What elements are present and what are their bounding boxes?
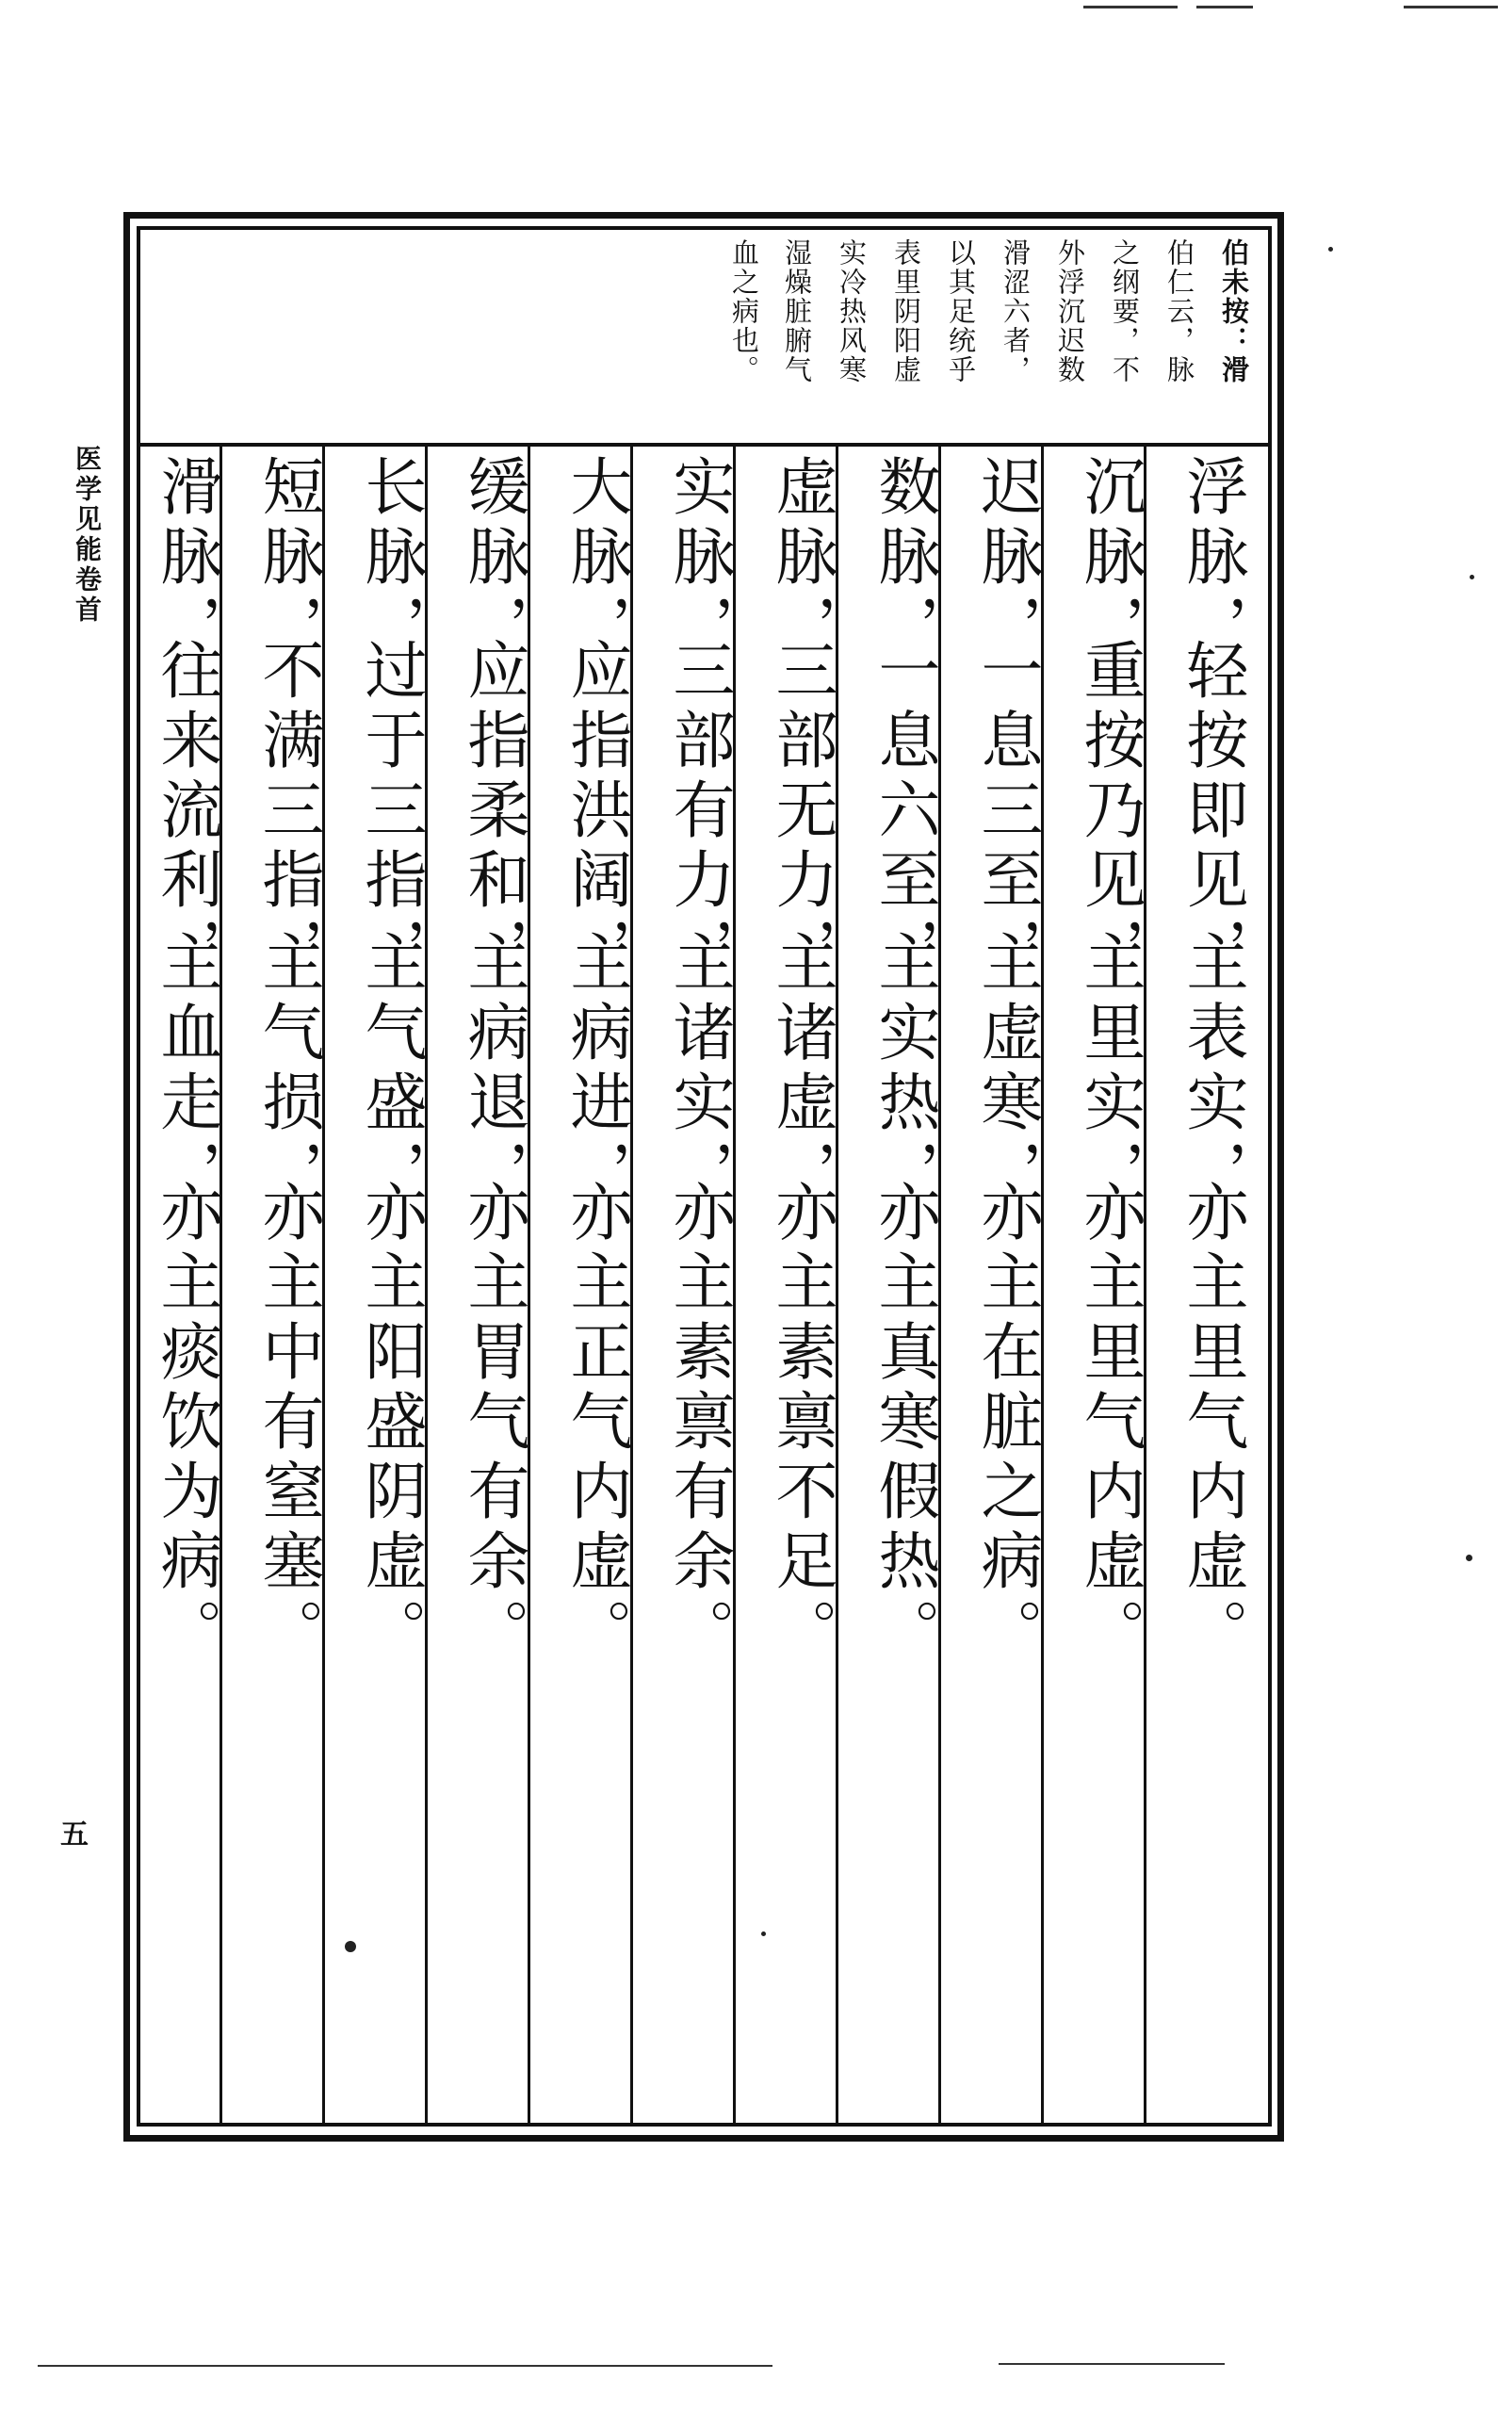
pulse-description: 应指柔和， (457, 638, 529, 986)
pulse-secondary: 亦主胃气有余。 (457, 1180, 529, 1668)
pulse-secondary: 亦主真寒假热。 (868, 1180, 940, 1668)
editor-note (725, 238, 1253, 438)
note-column: 湿燥脏腑气 (781, 238, 813, 384)
pulse-entry (236, 454, 338, 1707)
pulse-indication: 主诸实， (662, 930, 735, 1209)
note-column: 实冷热风寒 (836, 238, 868, 384)
pulse-secondary: 亦主阳盛阴虚。 (354, 1180, 427, 1668)
scan-speck (1328, 247, 1333, 252)
pulse-secondary: 亦主素禀不足。 (765, 1180, 837, 1668)
pulse-description: 往来流利， (150, 638, 222, 986)
note-column: 外浮沉迟数 (1054, 238, 1086, 384)
pulse-indication: 主虚寒， (970, 930, 1043, 1209)
pulse-secondary: 亦主正气内虚。 (560, 1180, 632, 1668)
pulse-name: 滑脉， (150, 454, 222, 663)
pulse-entry (853, 454, 954, 1707)
pulse-entry (442, 454, 544, 1707)
scan-mark (38, 2365, 772, 2367)
note-column: 表里阴阳虚 (890, 238, 922, 384)
pulse-entry (545, 454, 646, 1707)
pulse-secondary: 亦主素禀有余。 (662, 1180, 735, 1668)
pulse-description: 一息三至， (970, 638, 1043, 986)
pulse-name: 短脉， (252, 454, 324, 663)
pulse-name: 长脉， (354, 454, 427, 663)
scan-speck (761, 1931, 766, 1936)
pulse-name: 浮脉， (1176, 454, 1248, 663)
scan-speck (1466, 1555, 1472, 1561)
pulse-secondary: 亦主在脏之病。 (970, 1180, 1043, 1668)
pulse-name: 沉脉， (1073, 454, 1146, 663)
pulse-name: 实脉， (662, 454, 735, 663)
scan-mark (1083, 6, 1178, 8)
scan-mark (1404, 6, 1498, 8)
pulse-entry (750, 454, 852, 1707)
pulse-description: 三部有力， (662, 638, 735, 986)
pulse-entry (955, 454, 1057, 1707)
pulse-description: 轻按即见， (1176, 638, 1248, 986)
pulse-indication: 主气盛， (354, 930, 427, 1209)
scan-speck (345, 1941, 356, 1952)
note-divider (137, 443, 1272, 447)
pulse-name: 虚脉， (765, 454, 837, 663)
pulse-name: 迟脉， (970, 454, 1043, 663)
pulse-indication: 主里实， (1073, 930, 1146, 1209)
scan-mark (1196, 6, 1253, 8)
pulse-entry (647, 454, 749, 1707)
running-title: 医学见能卷首 (72, 445, 103, 626)
pulse-indication: 主病进， (560, 930, 632, 1209)
pulse-description: 一息六至， (868, 638, 940, 986)
pulse-description: 应指洪阔， (560, 638, 632, 986)
note-column: 之纲要，不 (1109, 238, 1141, 384)
pulse-description: 过于三指， (354, 638, 427, 986)
pulse-name: 数脉， (868, 454, 940, 663)
pulse-secondary: 亦主中有窒塞。 (252, 1180, 324, 1668)
pulse-name: 大脉， (560, 454, 632, 663)
pulse-indication: 主血走， (150, 930, 222, 1209)
scan-speck (1470, 575, 1474, 579)
pulse-entry (135, 454, 236, 1707)
pulse-secondary: 亦主痰饮为病。 (150, 1180, 222, 1668)
pulse-indication: 主诸虚， (765, 930, 837, 1209)
pulse-name: 缓脉， (457, 454, 529, 663)
note-column: 血之病也。 (728, 238, 760, 384)
pulse-entry (339, 454, 441, 1707)
note-column: 伯仁云，脉 (1163, 238, 1195, 384)
pulse-entry (1161, 454, 1262, 1707)
page-number: 五 (60, 1818, 89, 1851)
pulse-description: 三部无力， (765, 638, 837, 986)
pulse-secondary: 亦主里气内虚。 (1176, 1180, 1248, 1668)
pulse-indication: 主气损， (252, 930, 324, 1209)
note-column: 伯未按：滑 (1218, 238, 1250, 384)
pulse-indication: 主病退， (457, 930, 529, 1209)
pulse-indication: 主表实， (1176, 930, 1248, 1209)
scan-mark (999, 2363, 1225, 2365)
pulse-entry (1058, 454, 1160, 1707)
note-column: 以其足统乎 (945, 238, 977, 384)
pulse-description: 不满三指， (252, 638, 324, 986)
pulse-secondary: 亦主里气内虚。 (1073, 1180, 1146, 1668)
note-column: 滑涩六者， (1000, 238, 1032, 384)
pulse-description: 重按乃见， (1073, 638, 1146, 986)
pulse-indication: 主实热， (868, 930, 940, 1209)
